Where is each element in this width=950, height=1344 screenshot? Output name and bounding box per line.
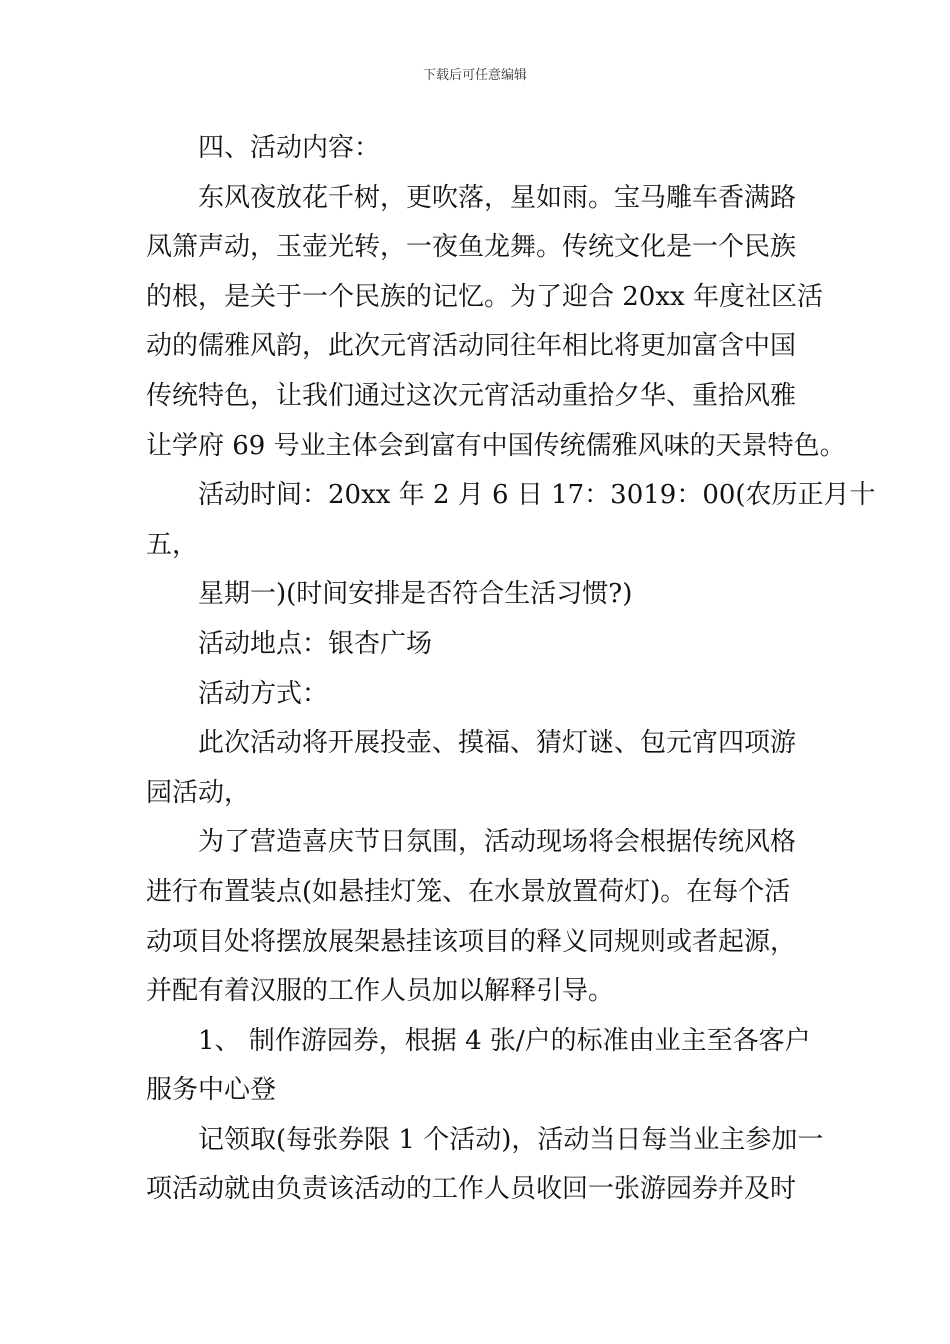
text-line: 动项目处将摆放展架悬挂该项目的释义同规则或者起源， [146, 926, 797, 957]
text-line: 园活动， [146, 777, 251, 808]
text-line: 凤箫声动，玉壶光转，一夜鱼龙舞。传统文化是一个民族 [146, 232, 797, 263]
text-line: 四、活动内容： [198, 133, 381, 163]
text-line: 为了营造喜庆节日氛围，活动现场将会根据传统风格 [198, 827, 797, 858]
text-line: 项活动就由负责该活动的工作人员收回一张游园券并及时 [146, 1174, 797, 1205]
text-line: 东风夜放花千树，更吹落，星如雨。宝马雕车香满路 [198, 182, 797, 213]
text-line: 记领取(每张券限 1 个活动)，活动当日每当业主参加一 [198, 1124, 824, 1155]
text-line: 进行布置装点(如悬挂灯笼、在水景放置荷灯)。在每个活 [146, 876, 791, 907]
page-header: 下载后可任意编辑 [422, 68, 527, 83]
text-line: 此次活动将开展投壶、摸福、猜灯谜、包元宵四项游 [198, 728, 797, 759]
text-line: 活动方式： [198, 678, 329, 709]
text-line: 并配有着汉服的工作人员加以解释引导。 [146, 976, 615, 1007]
text-line: 的根，是关于一个民族的记忆。为了迎合 20xx 年度社区活 [146, 281, 823, 312]
text-line: 活动地点：银杏广场 [198, 628, 433, 659]
document-body [146, 124, 876, 1215]
text-line: 五， [146, 529, 199, 560]
text-line: 传统特色，让我们通过这次元宵活动重拾夕华、重拾风雅 [146, 380, 797, 411]
text-line: 让学府 69 号业主体会到富有中国传统儒雅风味的天景特色。 [146, 430, 846, 461]
text-line: 活动时间：20xx 年 2 月 6 日 17：3019：00(农历正月十 [198, 480, 876, 511]
text-line: 星期一)(时间安排是否符合生活习惯?) [198, 579, 633, 610]
text-line: 服务中心登 [146, 1075, 277, 1106]
text-line: 1、 制作游园券，根据 4 张/户的标准由业主至各客户 [198, 1025, 811, 1056]
text-line: 动的儒雅风韵，此次元宵活动同往年相比将更加富含中国 [146, 331, 797, 362]
